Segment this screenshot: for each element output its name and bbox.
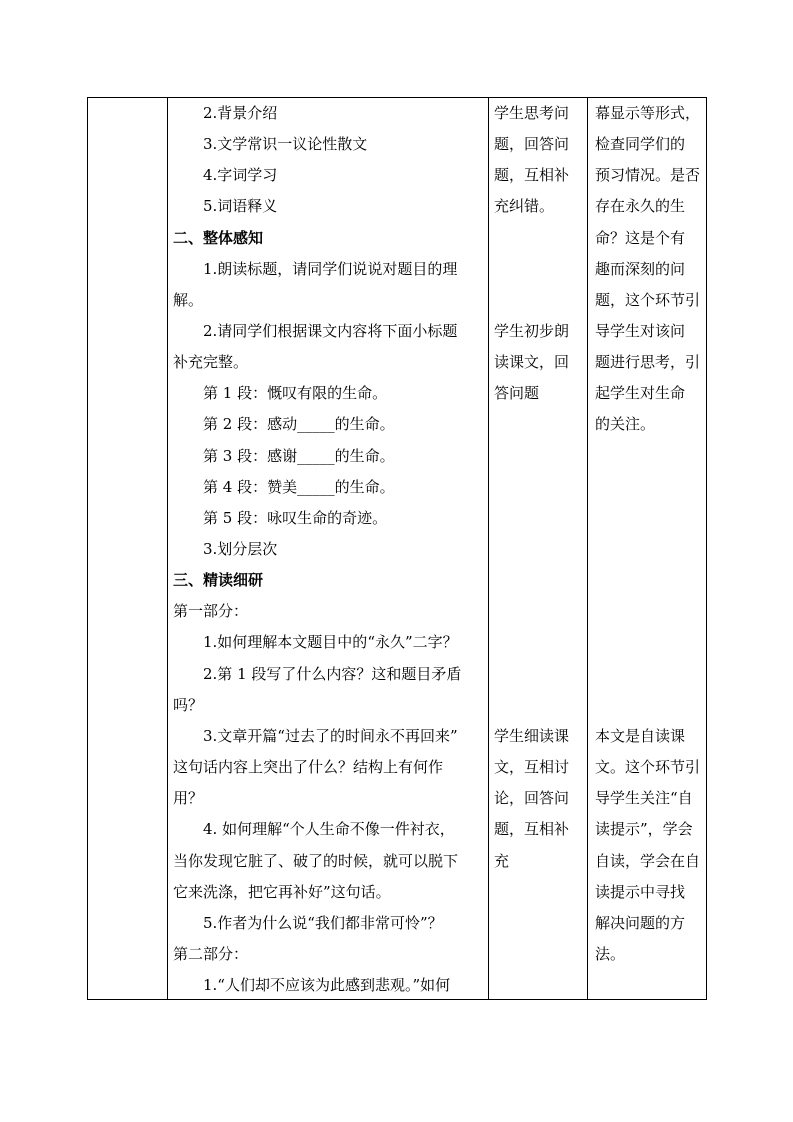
design-purpose-line: 存在永久的生 <box>595 197 686 215</box>
student-activity-line: 论，回答问 <box>494 789 570 807</box>
content-line: 第 2 段：感动_____的生命。 <box>203 415 395 433</box>
column-divider-1 <box>167 97 168 1000</box>
table-left-border <box>87 97 88 1000</box>
student-activity-line: 学生细读课 <box>494 727 570 745</box>
content-line: 3.文学常识一议论性散文 <box>203 135 368 153</box>
content-line: 用？ <box>173 789 204 807</box>
content-line: 1.如何理解本文题目中的“永久”二字？ <box>203 633 458 651</box>
column-divider-3 <box>587 97 588 1000</box>
student-activity-line: 读课文，回 <box>494 353 570 371</box>
content-line: 第 5 段：咏叹生命的奇迹。 <box>203 509 388 527</box>
design-purpose-line: 起学生对生命 <box>595 384 686 402</box>
content-line: 解。 <box>173 291 204 309</box>
content-line: 5.词语释义 <box>203 197 278 215</box>
design-purpose-line: 法。 <box>595 945 626 963</box>
design-purpose-line: 趣而深刻的问 <box>595 260 686 278</box>
design-purpose-line: 题进行思考，引 <box>595 353 701 371</box>
content-line: 第二部分： <box>173 945 249 963</box>
content-line: 这句话内容上突出了什么？结构上有何作 <box>173 758 444 776</box>
design-purpose-line: 读提示”，学会 <box>595 820 693 838</box>
content-line: 当你发现它脏了、破了的时候，就可以脱下 <box>173 852 459 870</box>
design-purpose-line: 读提示中寻找 <box>595 883 686 901</box>
content-line: 4.字词学习 <box>203 166 278 184</box>
design-purpose-line: 预习情况。是否 <box>595 166 701 184</box>
content-line: 它来洗涤，把它再补好”这句话。 <box>173 883 391 901</box>
design-purpose-line: 自读，学会在自 <box>595 852 701 870</box>
design-purpose-line: 文。这个环节引 <box>595 758 701 776</box>
content-line: 第 1 段：慨叹有限的生命。 <box>203 384 388 402</box>
column-divider-2 <box>488 97 489 1000</box>
section-heading: 二、整体感知 <box>173 229 264 247</box>
student-activity-line: 答问题 <box>494 384 540 402</box>
content-line: 第 3 段：感谢_____的生命。 <box>203 447 395 465</box>
table-bottom-border <box>87 999 707 1000</box>
content-line: 1.“人们却不应该为此感到悲观。”如何 <box>203 976 451 994</box>
design-purpose-line: 解决问题的方 <box>595 914 686 932</box>
content-line: 5.作者为什么说“我们都非常可怜”？ <box>203 914 443 932</box>
content-line: 4. 如何理解“个人生命不像一件衬衣， <box>203 820 455 838</box>
design-purpose-line: 导学生对该问 <box>595 322 686 340</box>
student-activity-line: 题，互相补 <box>494 820 570 838</box>
content-line: 3.文章开篇“过去了的时间永不再回来” <box>203 727 458 745</box>
student-activity-line: 学生初步朗 <box>494 322 570 340</box>
student-activity-line: 充 <box>494 852 510 870</box>
student-activity-line: 题，回答问 <box>494 135 570 153</box>
content-line: 1.朗读标题，请同学们说说对题目的理 <box>203 260 458 278</box>
content-line: 第一部分： <box>173 602 249 620</box>
design-purpose-line: 命？这是个有 <box>595 229 686 247</box>
table-top-border <box>87 97 707 98</box>
content-line: 吗？ <box>173 696 204 714</box>
design-purpose-line: 导学生关注“自 <box>595 789 693 807</box>
design-purpose-line: 检查同学们的 <box>595 135 686 153</box>
content-line: 补充完整。 <box>173 353 249 371</box>
design-purpose-line: 本文是自读课 <box>595 727 686 745</box>
design-purpose-line: 的关注。 <box>595 415 656 433</box>
student-activity-line: 充纠错。 <box>494 197 555 215</box>
content-line: 3.划分层次 <box>203 540 278 558</box>
content-line: 2.第 1 段写了什么内容？这和题目矛盾 <box>203 665 462 683</box>
student-activity-line: 文，互相讨 <box>494 758 570 776</box>
design-purpose-line: 题，这个环节引 <box>595 291 701 309</box>
student-activity-line: 学生思考问 <box>494 104 570 122</box>
content-line: 2.请同学们根据课文内容将下面小标题 <box>203 322 458 340</box>
student-activity-line: 题，互相补 <box>494 166 570 184</box>
section-heading: 三、精读细研 <box>173 571 264 589</box>
design-purpose-line: 幕显示等形式， <box>595 104 701 122</box>
content-line: 2.背景介绍 <box>203 104 278 122</box>
table-right-border <box>706 97 707 1000</box>
content-line: 第 4 段：赞美_____的生命。 <box>203 478 395 496</box>
